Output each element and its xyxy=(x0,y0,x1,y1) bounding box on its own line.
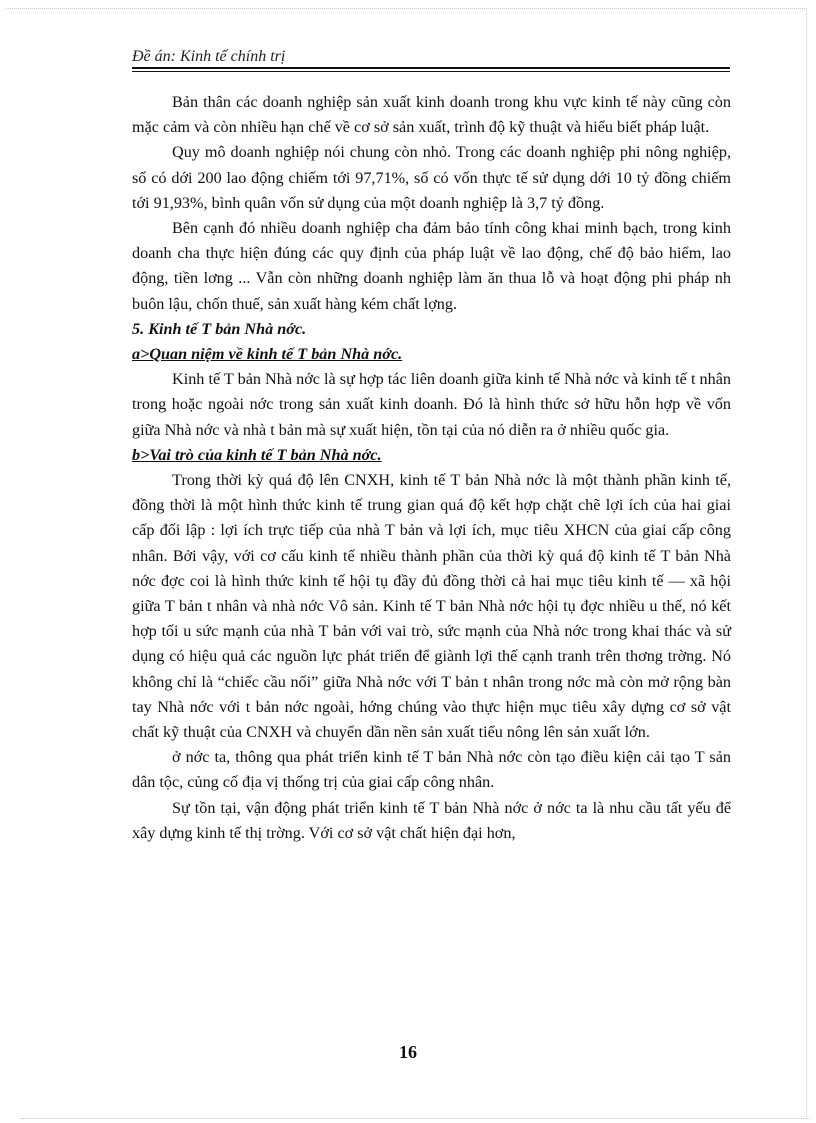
header-rule-thick xyxy=(132,67,730,69)
subsection-heading-a: a>Quan niệm về kinh tế T bản Nhà nớc. xyxy=(132,345,403,364)
header-rule-thin xyxy=(132,71,730,72)
paragraph: ở nớc ta, thông qua phát triển kinh tế T bản Nhà nớc còn tạo điều kiện cải tạo T sản dân tộc, củng cố địa vị thống trị của giai cấp công nhân. xyxy=(132,748,731,792)
section-heading: 5. Kinh tế T bản Nhà nớc. xyxy=(132,319,307,338)
body-text xyxy=(132,90,731,846)
paragraph: Kinh tế T bản Nhà nớc là sự hợp tác liên doanh giữa kinh tế Nhà nớc và kinh tế t nhân trong hoặc ngoài nớc trong sản xuất kinh doanh. Đó là hình thức sở hữu hỗn hợp về vốn giữa Nhà nớc và nhà t bản mà sự xuất hiện, tồn tại của nó diễn ra ở nhiều quốc gia. xyxy=(132,370,731,439)
page-number: 16 xyxy=(399,1042,417,1062)
paragraph: Bản thân các doanh nghiệp sản xuất kinh doanh trong khu vực kinh tế này cũng còn mặc cảm và còn nhiều hạn chế về cơ sở sản xuất, trình độ kỹ thuật và hiểu biết pháp luật. xyxy=(132,93,731,137)
bottom-dotted-border xyxy=(20,1118,810,1119)
paragraph: Sự tồn tại, vận động phát triển kinh tế T bản Nhà nớc ở nớc ta là nhu cầu tất yếu để xây dựng kinh tế thị trờng. Với cơ sở vật chất hiện đại hơn, xyxy=(132,798,731,842)
paragraph: Bên cạnh đó nhiều doanh nghiệp cha đảm bảo tính công khai minh bạch, trong kinh doanh cha thực hiện đúng các quy định của pháp luật về lao động, chế độ bảo hiểm, lao động, tiền lơng ... Vẫn còn những doanh nghiệp làm ăn thua lỗ và hoạt động phi pháp nh buôn lậu, chốn thuế, sản xuất hàng kém chất lợng. xyxy=(132,219,731,313)
running-header: Đề án: Kinh tế chính trị xyxy=(132,48,286,65)
subsection-heading-b: b>Vai trò của kinh tế T bản Nhà nớc. xyxy=(132,445,382,464)
paragraph: Quy mô doanh nghiệp nói chung còn nhỏ. Trong các doanh nghiệp phi nông nghiệp, số có dới 200 lao động chiếm tới 97,71%, số có vốn thực tế sử dụng dới 10 tỷ đồng chiếm tới 91,93%, bình quân vốn sử dụng của một doanh nghiệp là 3,7 tỷ đồng. xyxy=(132,143,731,212)
paragraph: Trong thời kỳ quá độ lên CNXH, kinh tế T bản Nhà nớc là một thành phần kinh tế, đồng thời là một hình thức kinh tế trung gian quá độ kết hợp chặt chẽ lợi ích của hai giai cấp đối lập : lợi ích trực tiếp của nhà T bản và lợi ích, mục tiêu XHCN của giai cấp công nhân. Bởi vậy, với cơ cấu kinh tế nhiều thành phần của thời kỳ quá độ kinh tế T bản Nhà nớc đợc coi là hình thức kinh tế hội tụ đầy đủ đồng thời cả hai mục tiêu kinh tế — xã hội giữa T bản t nhân và nhà nớc Vô sản. Kinh tế T bản Nhà nớc hội tụ đợc nhiều u thế, nó kết hợp tối u sức mạnh của nhà T bản với vai trò, sức mạnh của Nhà nớc trong khai thác và sử dụng có hiệu quả các nguồn lực phát triển để giành lợi thế cạnh tranh trên thơng trờng. Nó không chỉ là “chiếc cầu nối” giữa Nhà nớc với T bản t nhân trong nớc mà còn mở rộng bàn tay Nhà nớc với t bản nớc ngoài, hớng chúng vào thực hiện mục tiêu xây dựng cơ sở vật chất kỹ thuật của CNXH và chuyển dần nền sản xuất tiểu nông lên sản xuất lớn. xyxy=(132,471,731,742)
